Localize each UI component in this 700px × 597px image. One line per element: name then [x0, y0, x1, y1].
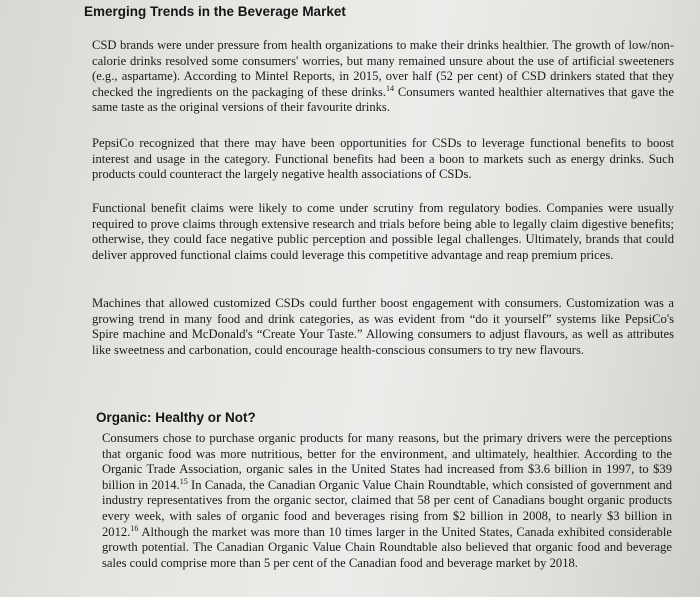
text-run: Consumers chose to purchase organic products for many reasons, but the primary drivers were the perceptions that organic food was more nutritious, better for the environment, and ultimately, healthier. According to the Organic Trade Association, organic sales in the United States had increased from $3.6 billion in 1997, to $39 billion in 2014. — [102, 431, 672, 492]
paragraph-customization: Machines that allowed customized CSDs could further boost engagement with consumers. Customization was a growing trend in many food and drink categories, as was evident from “do it yourself” systems like PepsiCo's Spire machine and McDonald's “Create Your Taste.” Allowing consumers to adjust flavours, as well as attributes like sweetness and carbonation, could encourage health-conscious consumers to try new flavours. — [92, 296, 674, 357]
footnote-ref: 16 — [130, 523, 139, 533]
footnote-ref: 15 — [179, 476, 188, 486]
subsection-heading: Organic: Healthy or Not? — [96, 410, 256, 425]
text-run: Consumers wanted healthier alternatives that gave the same taste as the original versions of their favourite drinks. — [92, 84, 675, 115]
text-run: In Canada, the Canadian Organic Value Chain Roundtable, which consisted of government and industry representatives from the organic sector, claimed that 58 per cent of Canadians bought organic products every week, with sales of organic food and beverages rising from $2 billion in 2008, to nearly $3 billion in 2012. — [102, 477, 672, 539]
footnote-ref: 14 — [386, 83, 394, 93]
paragraph-organic — [102, 431, 672, 571]
paragraph-functional-claims: Functional benefit claims were likely to come under scrutiny from regulatory bodies. Companies were usually required to prove claims through extensive research and trials before being able to legally claim digestive benefits; otherwise, they could face negative public perception and possible legal challenges. Ultimately, brands that could deliver approved functional claims could leverage this competitive advantage and reap premium prices. — [92, 201, 674, 262]
text-run: Although the market was more than 10 times larger in the United States, Canada exhibited considerable growth potential. The Canadian Organic Value Chain Roundtable also believed that organic food and beverage sales could comprise more than 5 per cent of the Canadian food and beverage market by 2018. — [102, 524, 672, 570]
paragraph-csd-health — [92, 38, 674, 116]
text-run: CSD brands were under pressure from health organizations to make their drinks healthier. The growth of low/non-calorie drinks resolved some consumers' worries, but many remained unsure about the use of artificial sweeteners (e.g., aspartame). According to Mintel Reports, in 2015, over half (52 per cent) of CSD drinkers stated that they checked the ingredients on the packaging of these drinks. — [92, 38, 674, 99]
section-heading: Emerging Trends in the Beverage Market — [84, 4, 346, 19]
paragraph-pepsico-functional: PepsiCo recognized that there may have been opportunities for CSDs to leverage functional benefits to boost interest and usage in the category. Functional benefits had been a boon to markets such as energy drinks. Such products could counteract the largely negative health associations of CSDs. — [92, 136, 674, 182]
